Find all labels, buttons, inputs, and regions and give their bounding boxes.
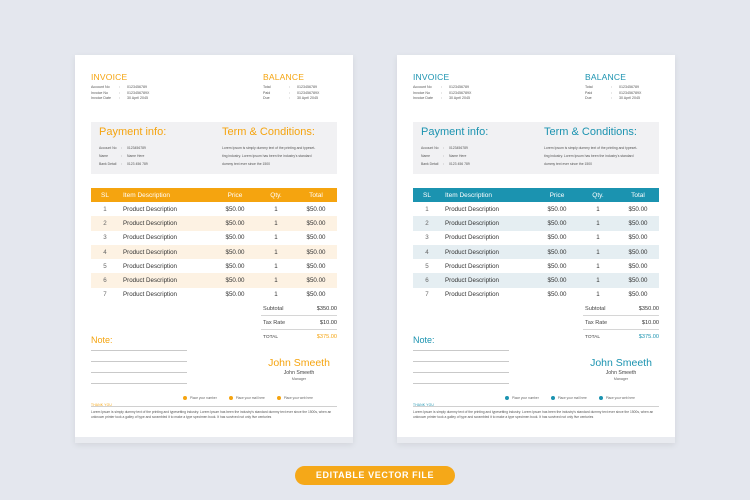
tax-label: Tax Rate bbox=[585, 319, 608, 326]
cell-price: $50.00 bbox=[225, 291, 245, 299]
balance-block bbox=[585, 72, 675, 102]
table-row bbox=[413, 216, 659, 230]
payment-info-title: Payment info: bbox=[421, 126, 489, 138]
cell-qty: 1 bbox=[596, 262, 600, 270]
invoice-field: Account No : 0123456789 bbox=[413, 85, 469, 89]
field-value: 30 April 2045 bbox=[449, 96, 470, 101]
field-label: Account No bbox=[99, 146, 117, 150]
col-header-description: Item Description bbox=[445, 191, 492, 199]
cell-price: $50.00 bbox=[547, 205, 567, 213]
grand-total-value: $375.00 bbox=[316, 334, 337, 340]
cell-description: Product Description bbox=[123, 205, 177, 213]
note-section bbox=[91, 335, 191, 345]
field-label: Total bbox=[263, 85, 271, 89]
contact-web-text: Place your web here bbox=[605, 396, 635, 400]
note-line bbox=[413, 361, 509, 362]
col-header-qty: Qty. bbox=[592, 191, 604, 199]
balance-field: Due : 30 April 2045 bbox=[585, 96, 640, 101]
col-header-qty: Qty. bbox=[270, 191, 282, 199]
note-line bbox=[91, 361, 187, 362]
table-row bbox=[413, 273, 659, 287]
cell-description: Product Description bbox=[445, 219, 499, 227]
signature-block bbox=[581, 357, 661, 381]
signature-block bbox=[259, 357, 339, 381]
cell-price: $50.00 bbox=[225, 234, 245, 242]
invoice-header bbox=[413, 72, 659, 112]
cell-description: Product Description bbox=[123, 234, 177, 242]
field-value: 30 April 2045 bbox=[127, 96, 148, 101]
balance-block bbox=[263, 72, 353, 102]
cell-description: Product Description bbox=[445, 277, 499, 285]
cell-qty: 1 bbox=[274, 219, 278, 227]
field-value: 0123456789 bbox=[297, 85, 317, 89]
balance-field: Total : 0123456789 bbox=[585, 85, 639, 89]
invoice-block bbox=[91, 72, 211, 102]
cell-sl: 2 bbox=[425, 219, 429, 227]
totals-block bbox=[583, 302, 659, 344]
tax-label: Tax Rate bbox=[263, 319, 286, 326]
note-line bbox=[91, 372, 187, 373]
cell-price: $50.00 bbox=[225, 262, 245, 270]
grand-total-row bbox=[261, 330, 337, 344]
note-line bbox=[413, 383, 509, 384]
tax-value: $10.00 bbox=[641, 319, 659, 326]
cell-price: $50.00 bbox=[225, 277, 245, 285]
cell-description: Product Description bbox=[445, 205, 499, 213]
contact-mail-text: Place your mail here bbox=[557, 396, 587, 400]
col-header-total: Total bbox=[631, 191, 645, 199]
note-title: Note: bbox=[413, 335, 435, 345]
payment-field: Account No : 0123456789 bbox=[421, 146, 468, 150]
table-row bbox=[91, 231, 337, 245]
table-header-row bbox=[413, 188, 659, 202]
field-label: Account No bbox=[413, 85, 432, 89]
col-header-price: Price bbox=[227, 191, 243, 199]
terms-line: Lorem Ipsum is simply dummy text of the printing and typeset- bbox=[544, 146, 638, 150]
globe-icon bbox=[277, 396, 281, 400]
field-label: Bank Detail bbox=[421, 162, 439, 166]
table-header-row bbox=[91, 188, 337, 202]
cell-sl: 1 bbox=[425, 205, 429, 213]
contact-phone bbox=[183, 396, 217, 400]
cell-price: $50.00 bbox=[225, 219, 245, 227]
cell-sl: 7 bbox=[425, 291, 429, 299]
cell-price: $50.00 bbox=[225, 248, 245, 256]
field-value: 0123456789 bbox=[619, 85, 639, 89]
cell-total: $50.00 bbox=[306, 291, 326, 299]
field-label: Name bbox=[421, 154, 431, 158]
invoice-fields bbox=[413, 85, 533, 102]
cell-total: $50.00 bbox=[306, 205, 326, 213]
contact-mail-text: Place your mail here bbox=[235, 396, 265, 400]
info-panel bbox=[91, 122, 337, 174]
contact-bar bbox=[183, 396, 313, 400]
items-table bbox=[91, 188, 337, 302]
cell-qty: 1 bbox=[274, 291, 278, 299]
cell-price: $50.00 bbox=[547, 219, 567, 227]
table-row bbox=[413, 245, 659, 259]
balance-title: BALANCE bbox=[585, 72, 627, 82]
field-label: Account No bbox=[91, 85, 110, 89]
field-value: 30 April 2045 bbox=[297, 96, 318, 101]
balance-field: Paid : 0123456789X bbox=[263, 90, 320, 95]
terms-conditions bbox=[544, 126, 656, 168]
totals-block bbox=[261, 302, 337, 344]
field-label: Due bbox=[263, 96, 270, 101]
cell-total: $50.00 bbox=[628, 248, 648, 256]
thank-you-label: THANK YOU bbox=[91, 403, 112, 407]
cell-sl: 6 bbox=[425, 277, 429, 285]
invoice-field: Invoice No : 0123456789X bbox=[91, 90, 150, 95]
phone-icon bbox=[183, 396, 187, 400]
cell-total: $50.00 bbox=[628, 234, 648, 242]
field-label: Invoice No bbox=[413, 90, 430, 95]
balance-field: Total : 0123456789 bbox=[263, 85, 317, 89]
field-value: 0123 456 789 bbox=[449, 162, 470, 166]
contact-web-text: Place your web here bbox=[283, 396, 313, 400]
balance-fields bbox=[263, 85, 353, 102]
table-row bbox=[91, 245, 337, 259]
cell-sl: 3 bbox=[425, 234, 429, 242]
field-label: Paid bbox=[585, 90, 593, 95]
invoice-field: Invoice Date : 30 April 2045 bbox=[413, 96, 470, 101]
tax-row bbox=[261, 316, 337, 330]
payment-field: Bank Detail : 0123 456 789 bbox=[421, 162, 470, 166]
invoice-header bbox=[91, 72, 337, 112]
cell-description: Product Description bbox=[123, 277, 177, 285]
payment-field: Name : Name Here bbox=[99, 154, 145, 158]
tax-row bbox=[583, 316, 659, 330]
mail-icon bbox=[551, 396, 555, 400]
field-value: 0123456789 bbox=[449, 85, 469, 89]
payment-info bbox=[99, 126, 219, 168]
contact-web bbox=[277, 396, 313, 400]
signer-role: Manager bbox=[291, 377, 307, 381]
field-value: 0123456789 bbox=[449, 146, 468, 150]
cell-qty: 1 bbox=[596, 277, 600, 285]
grand-total-label: TOTAL bbox=[585, 334, 601, 340]
table-row bbox=[413, 202, 659, 216]
field-value: 0123456789X bbox=[127, 90, 150, 95]
page-footer-band bbox=[397, 437, 675, 443]
thank-you-label: THANK YOU bbox=[413, 403, 434, 407]
subtotal-value: $350.00 bbox=[316, 305, 337, 312]
cell-sl: 3 bbox=[103, 234, 107, 242]
cell-total: $50.00 bbox=[628, 277, 648, 285]
contact-phone bbox=[505, 396, 539, 400]
contact-web bbox=[599, 396, 635, 400]
cell-description: Product Description bbox=[123, 291, 177, 299]
invoice-page-orange bbox=[75, 55, 353, 443]
table-row bbox=[91, 288, 337, 302]
cell-total: $50.00 bbox=[628, 262, 648, 270]
field-value: 0123456789 bbox=[127, 146, 146, 150]
field-value: 0123456789X bbox=[297, 90, 320, 95]
field-value: 0123 456 789 bbox=[127, 162, 148, 166]
signer-role: Manager bbox=[613, 377, 629, 381]
note-line bbox=[413, 372, 509, 373]
cell-total: $50.00 bbox=[306, 248, 326, 256]
cell-total: $50.00 bbox=[628, 219, 648, 227]
invoice-field: Invoice Date : 30 April 2045 bbox=[91, 96, 148, 101]
cell-price: $50.00 bbox=[225, 205, 245, 213]
cell-price: $50.00 bbox=[547, 291, 567, 299]
col-header-price: Price bbox=[549, 191, 565, 199]
col-header-total: Total bbox=[309, 191, 323, 199]
grand-total-label: TOTAL bbox=[263, 334, 279, 340]
contact-mail bbox=[229, 396, 265, 400]
cell-total: $50.00 bbox=[628, 291, 648, 299]
cell-sl: 5 bbox=[103, 262, 107, 270]
field-label: Invoice Date bbox=[413, 96, 433, 101]
field-label: Bank Detail bbox=[99, 162, 117, 166]
cell-qty: 1 bbox=[596, 234, 600, 242]
table-row bbox=[91, 259, 337, 273]
field-label: Total bbox=[585, 85, 593, 89]
cell-description: Product Description bbox=[445, 234, 499, 242]
col-header-sl: SL bbox=[423, 191, 431, 199]
terms-title: Term & Conditions: bbox=[544, 126, 637, 138]
cell-description: Product Description bbox=[123, 219, 177, 227]
cell-sl: 2 bbox=[103, 219, 107, 227]
col-header-description: Item Description bbox=[123, 191, 170, 199]
field-label: Invoice Date bbox=[91, 96, 111, 101]
invoice-field: Account No : 0123456789 bbox=[91, 85, 147, 89]
invoice-block bbox=[413, 72, 533, 102]
subtotal-value: $350.00 bbox=[638, 305, 659, 312]
terms-line: Lorem Ipsum is simply dummy text of the printing and typeset- bbox=[222, 146, 316, 150]
field-label: Name bbox=[99, 154, 109, 158]
cell-qty: 1 bbox=[274, 262, 278, 270]
terms-line: ting industry. Lorem Ipsum has been the industry's standard bbox=[544, 154, 634, 158]
note-title: Note: bbox=[91, 335, 113, 345]
contact-phone-text: Place your number bbox=[512, 396, 539, 400]
subtotal-row bbox=[261, 302, 337, 316]
cell-total: $50.00 bbox=[306, 234, 326, 242]
terms-text bbox=[222, 144, 330, 168]
cell-total: $50.00 bbox=[306, 219, 326, 227]
terms-text bbox=[544, 144, 652, 168]
payment-info-title: Payment info: bbox=[99, 126, 167, 138]
cell-description: Product Description bbox=[123, 248, 177, 256]
field-value: 0123456789X bbox=[619, 90, 642, 95]
terms-title: Term & Conditions: bbox=[222, 126, 315, 138]
cell-price: $50.00 bbox=[547, 262, 567, 270]
footer-text: Lorem Ipsum is simply dummy text of the printing and typesetting industry. Lorem Ipsum has been the industry's standard dummy text ever since the 1500s, when an unknown printer took a galley of type and scrambled it to make a type specimen book. It has survived not only five centuries bbox=[91, 410, 332, 420]
signer-name-small: John Smeeth bbox=[605, 370, 637, 376]
table-row bbox=[413, 288, 659, 302]
cell-sl: 4 bbox=[425, 248, 429, 256]
cell-total: $50.00 bbox=[306, 277, 326, 285]
info-panel bbox=[413, 122, 659, 174]
subtotal-label: Subtotal bbox=[263, 305, 284, 312]
cell-sl: 5 bbox=[425, 262, 429, 270]
cell-description: Product Description bbox=[445, 262, 499, 270]
payment-field: Account No : 0123456789 bbox=[99, 146, 146, 150]
grand-total-row bbox=[583, 330, 659, 344]
mail-icon bbox=[229, 396, 233, 400]
cell-total: $50.00 bbox=[628, 205, 648, 213]
cell-description: Product Description bbox=[445, 248, 499, 256]
cell-sl: 6 bbox=[103, 277, 107, 285]
contact-bar bbox=[505, 396, 635, 400]
table-row bbox=[413, 231, 659, 245]
table-row bbox=[91, 202, 337, 216]
cell-qty: 1 bbox=[274, 234, 278, 242]
balance-title: BALANCE bbox=[263, 72, 305, 82]
cell-qty: 1 bbox=[596, 205, 600, 213]
cell-qty: 1 bbox=[274, 248, 278, 256]
cell-qty: 1 bbox=[596, 219, 600, 227]
cell-sl: 1 bbox=[103, 205, 107, 213]
signer-name: John Smeeth bbox=[590, 357, 652, 369]
contact-mail bbox=[551, 396, 587, 400]
note-line bbox=[91, 383, 187, 384]
note-section bbox=[413, 335, 513, 345]
table-row bbox=[91, 273, 337, 287]
payment-field: Bank Detail : 0123 456 789 bbox=[99, 162, 148, 166]
payment-info bbox=[421, 126, 541, 168]
invoice-title: INVOICE bbox=[413, 72, 450, 82]
table-row bbox=[91, 216, 337, 230]
balance-fields bbox=[585, 85, 675, 102]
items-table bbox=[413, 188, 659, 302]
grand-total-value: $375.00 bbox=[638, 334, 659, 340]
cell-description: Product Description bbox=[445, 291, 499, 299]
note-line bbox=[413, 350, 509, 351]
signer-name-small: John Smeeth bbox=[283, 370, 315, 376]
signer-name: John Smeeth bbox=[268, 357, 330, 369]
contact-phone-text: Place your number bbox=[190, 396, 217, 400]
editable-vector-banner: EDITABLE VECTOR FILE bbox=[295, 466, 455, 485]
subtotal-row bbox=[583, 302, 659, 316]
field-label: Invoice No bbox=[91, 90, 108, 95]
footer-divider bbox=[413, 406, 659, 407]
invoice-fields bbox=[91, 85, 211, 102]
col-header-sl: SL bbox=[101, 191, 109, 199]
cell-total: $50.00 bbox=[306, 262, 326, 270]
field-value: Name Here bbox=[449, 154, 467, 158]
balance-field: Due : 30 April 2045 bbox=[263, 96, 318, 101]
cell-price: $50.00 bbox=[547, 234, 567, 242]
subtotal-label: Subtotal bbox=[585, 305, 606, 312]
cell-qty: 1 bbox=[596, 291, 600, 299]
cell-qty: 1 bbox=[274, 205, 278, 213]
field-label: Account No bbox=[421, 146, 439, 150]
footer-text: Lorem Ipsum is simply dummy text of the printing and typesetting industry. Lorem Ipsum has been the industry's standard dummy text ever since the 1500s, when an unknown printer took a galley of type and scrambled it to make a type specimen book. It has survived not only five centuries bbox=[413, 410, 654, 420]
globe-icon bbox=[599, 396, 603, 400]
cell-sl: 7 bbox=[103, 291, 107, 299]
terms-line: dummy text ever since the 1500 bbox=[222, 162, 271, 166]
cell-price: $50.00 bbox=[547, 248, 567, 256]
terms-line: ting industry. Lorem Ipsum has been the industry's standard bbox=[222, 154, 312, 158]
invoice-field: Invoice No : 0123456789X bbox=[413, 90, 472, 95]
terms-line: dummy text ever since the 1500 bbox=[544, 162, 593, 166]
field-label: Paid bbox=[263, 90, 271, 95]
cell-sl: 4 bbox=[103, 248, 107, 256]
cell-qty: 1 bbox=[274, 277, 278, 285]
cell-qty: 1 bbox=[596, 248, 600, 256]
payment-field: Name : Name Here bbox=[421, 154, 467, 158]
field-value: 0123456789 bbox=[127, 85, 147, 89]
cell-price: $50.00 bbox=[547, 277, 567, 285]
note-line bbox=[91, 350, 187, 351]
invoice-page-teal bbox=[397, 55, 675, 443]
table-row bbox=[413, 259, 659, 273]
invoice-title: INVOICE bbox=[91, 72, 128, 82]
field-value: 0123456789X bbox=[449, 90, 472, 95]
field-label: Due bbox=[585, 96, 592, 101]
balance-field: Paid : 0123456789X bbox=[585, 90, 642, 95]
phone-icon bbox=[505, 396, 509, 400]
terms-conditions bbox=[222, 126, 334, 168]
page-footer-band bbox=[75, 437, 353, 443]
cell-description: Product Description bbox=[123, 262, 177, 270]
footer-divider bbox=[91, 406, 337, 407]
field-value: 30 April 2045 bbox=[619, 96, 640, 101]
field-value: Name Here bbox=[127, 154, 145, 158]
tax-value: $10.00 bbox=[319, 319, 337, 326]
